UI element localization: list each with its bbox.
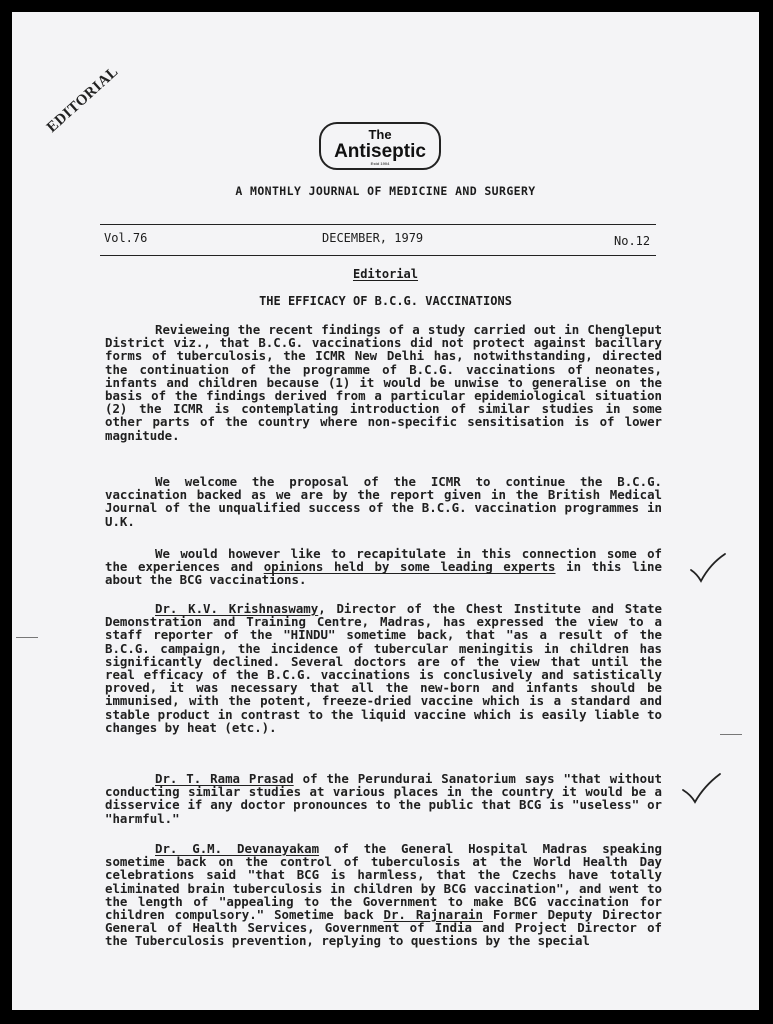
paragraph-6-text-2: Former Deputy Director General of Health Services, Government of India and Project Director of the Tuberculosis prevention, replying to questions by the special [105, 907, 663, 949]
paragraph-3-lead: We would however like to recapitulate in this connection some of the experiences and [105, 546, 662, 575]
journal-subtitle: A MONTHLY JOURNAL OF MEDICINE AND SURGERY [235, 184, 536, 198]
underlined-phrase: opinions held by some leading experts [263, 559, 556, 575]
logo-line-1: The [368, 127, 392, 142]
person-name: Dr. G.M. Devanayakam [155, 841, 320, 856]
header-rule-top [100, 224, 656, 225]
paragraph-5 [105, 772, 662, 825]
margin-mark [16, 637, 38, 638]
issue-date: DECEMBER, 1979 [322, 231, 424, 245]
section-label: Editorial [352, 267, 419, 281]
margin-mark [720, 734, 742, 735]
checkmark-icon [688, 552, 728, 584]
paragraph-6 [105, 842, 662, 948]
issue-volume: Vol.76 [104, 231, 148, 245]
paragraph-4-text: , Director of the Chest Institute and State Demonstration and Training Centre, Madras, has expressed the view to a staff reporter of the "HINDU" sometime back, that "as a result of the B.C.G. campaign, the incidence of tubercular meningitis in children has significantly declined. Several doctors are of the view that until the real efficacy of the B.C.G. vaccinations is conclusively and satistically proved, it was necessary that all the new-born and infants should be immunised, with the potent, freeze-dried vaccine which is a standard and stable product in contrast to the liquid vaccine which is easily liable to changes by heat (etc.). [105, 601, 662, 735]
header-rule-bottom [100, 255, 656, 256]
headline: THE EFFICACY OF B.C.G. VACCINATIONS [259, 294, 512, 308]
paragraph-1: Revieweing the recent findings of a study carried out in Chengleput District viz., that B.C.G. vaccinations did not protect against bacillary forms of tuberculosis, the ICMR New Delhi has, notwithstanding, directed the continuation of the programme of B.C.G. vaccinations of neonates, infants and children because (1) it would be unwise to generalise on the basis of the findings derived from a particular epidemiological situation (2) the ICMR is contemplating introduction of similar studies in some other parts of the country where non-specific sensitisation is of lower magnitude. [105, 322, 662, 443]
paragraph-2: We welcome the proposal of the ICMR to continue the B.C.G. vaccination backed as we are by the report given in the British Medical Journal of the unqualified success of the B.C.G. vaccination programmes in U.K. [105, 474, 662, 529]
checkmark-icon [680, 772, 724, 806]
editorial-stamp: EDITORIAL [44, 63, 122, 136]
paragraph-3-tail: in this line about the BCG vaccinations. [105, 559, 662, 588]
paragraph-3 [105, 547, 662, 587]
person-name: Dr. K.V. Krishnaswamy [155, 601, 319, 616]
issue-number: No.12 [614, 234, 651, 248]
person-name: Dr. Rajnarain [383, 907, 483, 923]
person-name: Dr. T. Rama Prasad [155, 771, 294, 786]
paragraph-6-text: of the General Hospital Madras speaking sometime back on the control of tuberculosis at the World Health Day celebrations said "that BCG is harmless, that the Czechs have totally eliminated brain tuberculosis in children by BCG vaccination", and went to the length of "appealing to the Government to make BCG vaccination for children compulsory." Sometime back [105, 841, 662, 923]
logo-line-3: Estd 1904 [370, 161, 390, 166]
journal-logo [319, 122, 441, 170]
document-page [12, 12, 759, 1010]
logo-line-2: Antiseptic [334, 141, 426, 162]
paragraph-4 [105, 602, 662, 734]
paragraph-5-text: of the Perundurai Sanatorium says "that without conducting similar studies at various places in the country it would be a disservice if any doctor pronounces to the public that BCG is "useless" or "harmful." [105, 771, 662, 826]
